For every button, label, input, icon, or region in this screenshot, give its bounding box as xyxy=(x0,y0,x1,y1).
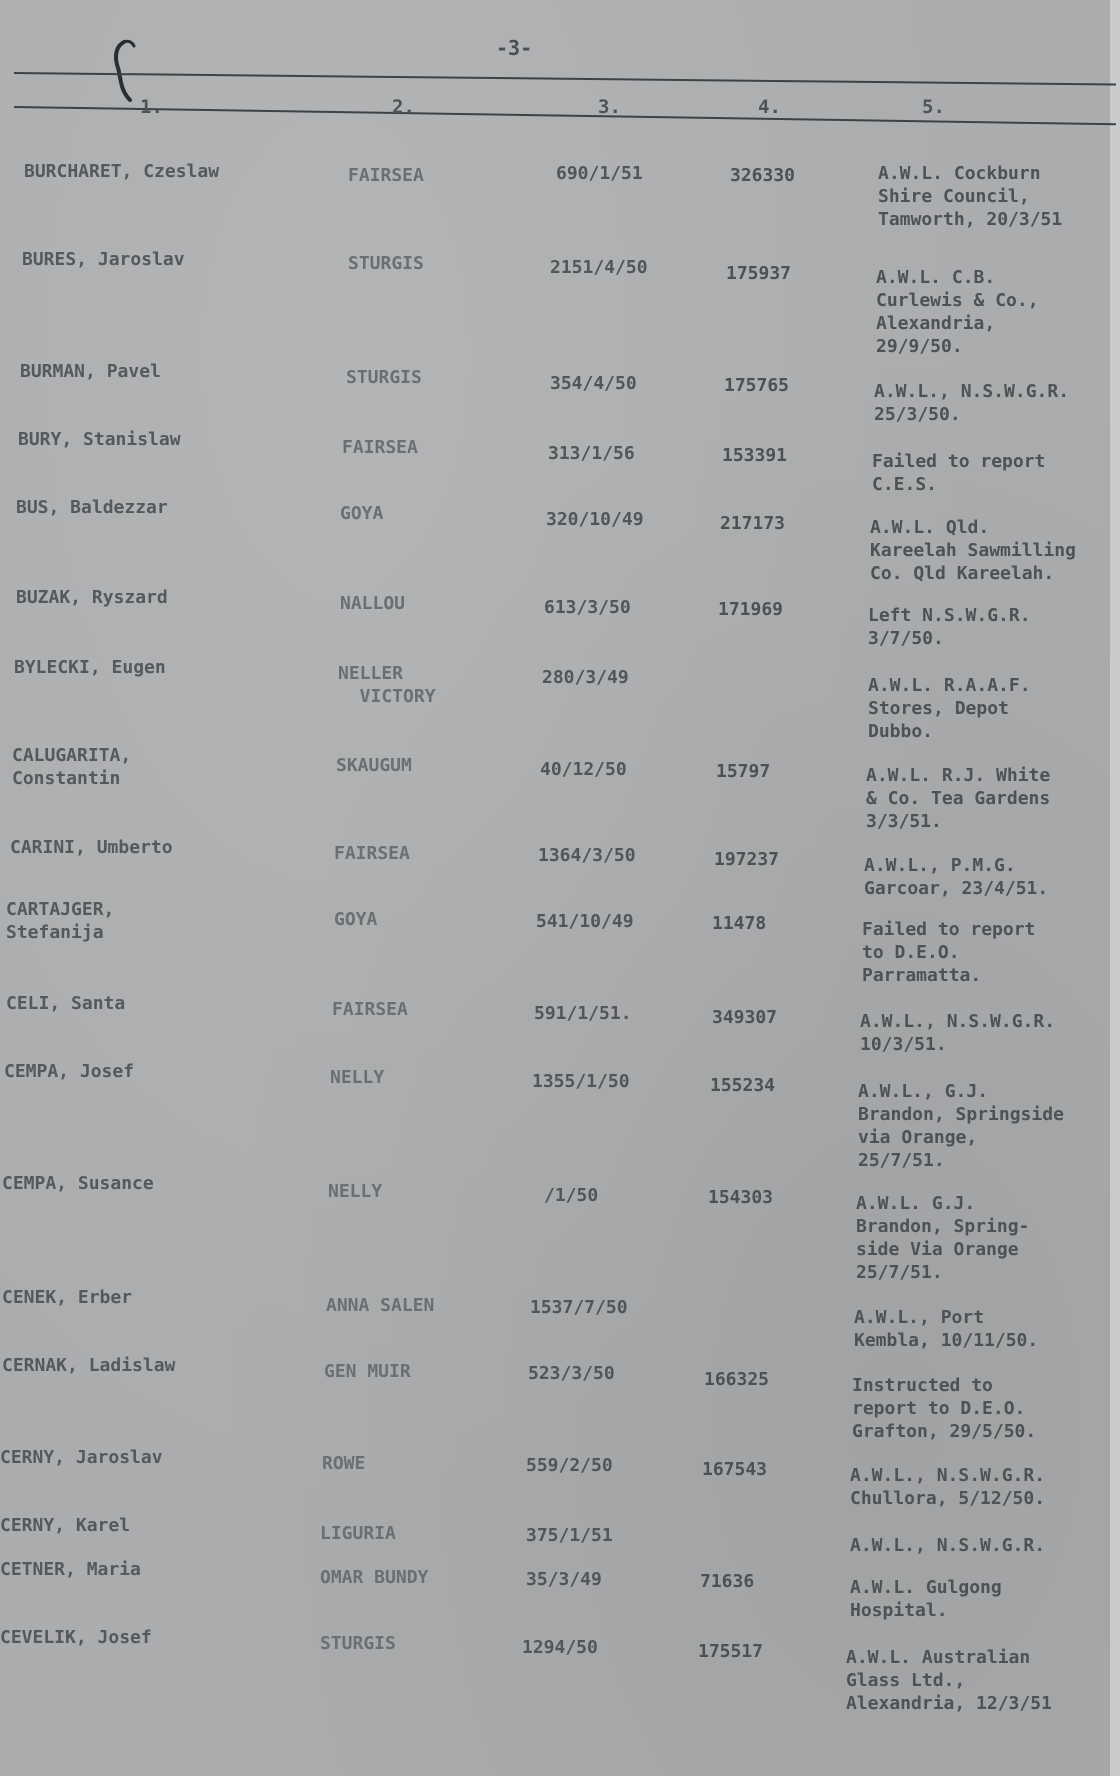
name-cell: BURMAN, Pavel xyxy=(20,361,161,382)
remarks-cell: A.W.L., P.M.G. Garcoar, 23/4/51. xyxy=(864,855,1049,899)
reference-cell: 354/4/50 xyxy=(550,373,637,394)
name-cell: CERNY, Jaroslav xyxy=(0,1447,163,1468)
remarks-cell: A.W.L. G.J. Brandon, Spring- side Via Orange 25/7/51. xyxy=(856,1193,1030,1283)
remarks-cell: A.W.L., N.S.W.G.R. xyxy=(850,1535,1046,1556)
name-cell: BURES, Jaroslav xyxy=(22,249,185,270)
remarks-cell: A.W.L., Port Kembla, 10/11/50. xyxy=(854,1307,1039,1351)
ship-cell: NELLY xyxy=(328,1181,383,1202)
name-cell: BYLECKI, Eugen xyxy=(14,657,166,678)
ship-cell: NALLOU xyxy=(340,593,406,614)
reference-cell: 1364/3/50 xyxy=(538,845,636,866)
remarks-cell: Left N.S.W.G.R. 3/7/50. xyxy=(868,605,1031,649)
ship-cell: LIGURIA xyxy=(320,1523,396,1544)
number-cell: 326330 xyxy=(730,165,796,186)
name-cell: CARTAJGER, Stefanija xyxy=(6,899,115,943)
name-cell: CARINI, Umberto xyxy=(10,837,173,858)
ship-cell: NELLY xyxy=(330,1067,385,1088)
reference-cell: 375/1/51 xyxy=(526,1525,613,1546)
name-cell: BURCHARET, Czeslaw xyxy=(24,161,220,182)
ship-cell: FAIRSEA xyxy=(332,999,408,1020)
page-number: -3- xyxy=(496,36,533,60)
reference-cell: /1/50 xyxy=(544,1185,599,1206)
remarks-cell: A.W.L. Gulgong Hospital. xyxy=(850,1577,1002,1621)
name-cell: CEMPA, Josef xyxy=(4,1061,135,1082)
reference-cell: 690/1/51 xyxy=(556,163,643,184)
ship-cell: FAIRSEA xyxy=(334,843,410,864)
number-cell: 171969 xyxy=(718,599,784,620)
number-cell: 167543 xyxy=(702,1459,768,1480)
name-cell: CETNER, Maria xyxy=(0,1559,141,1580)
ship-cell: GOYA xyxy=(334,909,378,930)
reference-cell: 40/12/50 xyxy=(540,759,627,780)
reference-cell: 1355/1/50 xyxy=(532,1071,630,1092)
ship-cell: FAIRSEA xyxy=(348,165,424,186)
remarks-cell: A.W.L., N.S.W.G.R. Chullora, 5/12/50. xyxy=(850,1465,1046,1509)
name-cell: BURY, Stanislaw xyxy=(18,429,181,450)
ship-cell: ANNA SALEN xyxy=(326,1295,435,1316)
remarks-cell: Failed to report C.E.S. xyxy=(872,451,1046,495)
reference-cell: 591/1/51. xyxy=(534,1003,632,1024)
top-rule xyxy=(14,72,1116,86)
ship-cell: NELLER VICTORY xyxy=(338,663,436,707)
ship-cell: STURGIS xyxy=(346,367,422,388)
ship-cell: SKAUGUM xyxy=(336,755,412,776)
number-cell: 175517 xyxy=(698,1641,764,1662)
name-cell: CERNY, Karel xyxy=(0,1515,131,1536)
pen-mark-icon xyxy=(112,38,142,104)
number-cell: 175765 xyxy=(724,375,790,396)
column-header-4: 4. xyxy=(758,96,781,118)
name-cell: BUZAK, Ryszard xyxy=(16,587,168,608)
reference-cell: 613/3/50 xyxy=(544,597,631,618)
remarks-cell: A.W.L. Qld. Kareelah Sawmilling Co. Qld Kareelah. xyxy=(870,517,1076,584)
header-rule xyxy=(14,106,1116,125)
remarks-cell: A.W.L. Australian Glass Ltd., Alexandria, 12/3/51 xyxy=(846,1647,1052,1714)
reference-cell: 559/2/50 xyxy=(526,1455,613,1476)
reference-cell: 35/3/49 xyxy=(526,1569,602,1590)
reference-cell: 1294/50 xyxy=(522,1637,598,1658)
name-cell: CALUGARITA, Constantin xyxy=(12,745,132,789)
number-cell: 155234 xyxy=(710,1075,776,1096)
ship-cell: OMAR BUNDY xyxy=(320,1567,429,1588)
remarks-cell: A.W.L. R.J. White & Co. Tea Gardens 3/3/51. xyxy=(866,765,1051,832)
ship-cell: GEN MUIR xyxy=(324,1361,411,1382)
remarks-cell: A.W.L., N.S.W.G.R. 10/3/51. xyxy=(860,1011,1056,1055)
remarks-cell: A.W.L. R.A.A.F. Stores, Depot Dubbo. xyxy=(868,675,1031,742)
name-cell: CEVELIK, Josef xyxy=(0,1627,152,1648)
name-cell: CENEK, Erber xyxy=(2,1287,133,1308)
number-cell: 154303 xyxy=(708,1187,774,1208)
remarks-cell: A.W.L., N.S.W.G.R. 25/3/50. xyxy=(874,381,1070,425)
number-cell: 15797 xyxy=(716,761,771,782)
remarks-cell: Failed to report to D.E.O. Parramatta. xyxy=(862,919,1036,986)
number-cell: 175937 xyxy=(726,263,792,284)
remarks-cell: A.W.L. Cockburn Shire Council, Tamworth, 20/3/51 xyxy=(878,163,1063,230)
number-cell: 197237 xyxy=(714,849,780,870)
column-header-1: 1. xyxy=(140,96,163,118)
reference-cell: 280/3/49 xyxy=(542,667,629,688)
name-cell: CELI, Santa xyxy=(6,993,126,1014)
ship-cell: FAIRSEA xyxy=(342,437,418,458)
column-header-5: 5. xyxy=(922,96,945,118)
number-cell: 166325 xyxy=(704,1369,770,1390)
column-header-3: 3. xyxy=(598,96,621,118)
number-cell: 349307 xyxy=(712,1007,778,1028)
remarks-cell: A.W.L. C.B. Curlewis & Co., Alexandria, 29/9/50. xyxy=(876,267,1039,357)
name-cell: CERNAK, Ladislaw xyxy=(2,1355,176,1376)
remarks-cell: Instructed to report to D.E.O. Grafton, 29/5/50. xyxy=(852,1375,1037,1442)
ship-cell: STURGIS xyxy=(348,253,424,274)
ship-cell: ROWE xyxy=(322,1453,366,1474)
reference-cell: 320/10/49 xyxy=(546,509,644,530)
reference-cell: 523/3/50 xyxy=(528,1363,615,1384)
reference-cell: 541/10/49 xyxy=(536,911,634,932)
ship-cell: GOYA xyxy=(340,503,384,524)
reference-cell: 2151/4/50 xyxy=(550,257,648,278)
number-cell: 11478 xyxy=(712,913,767,934)
number-cell: 217173 xyxy=(720,513,786,534)
number-cell: 153391 xyxy=(722,445,788,466)
remarks-cell: A.W.L., G.J. Brandon, Springside via Orange, 25/7/51. xyxy=(858,1081,1064,1171)
ship-cell: STURGIS xyxy=(320,1633,396,1654)
number-cell: 71636 xyxy=(700,1571,755,1592)
column-header-2: 2. xyxy=(392,96,415,118)
reference-cell: 1537/7/50 xyxy=(530,1297,628,1318)
name-cell: CEMPA, Susance xyxy=(2,1173,154,1194)
name-cell: BUS, Baldezzar xyxy=(16,497,168,518)
reference-cell: 313/1/56 xyxy=(548,443,635,464)
